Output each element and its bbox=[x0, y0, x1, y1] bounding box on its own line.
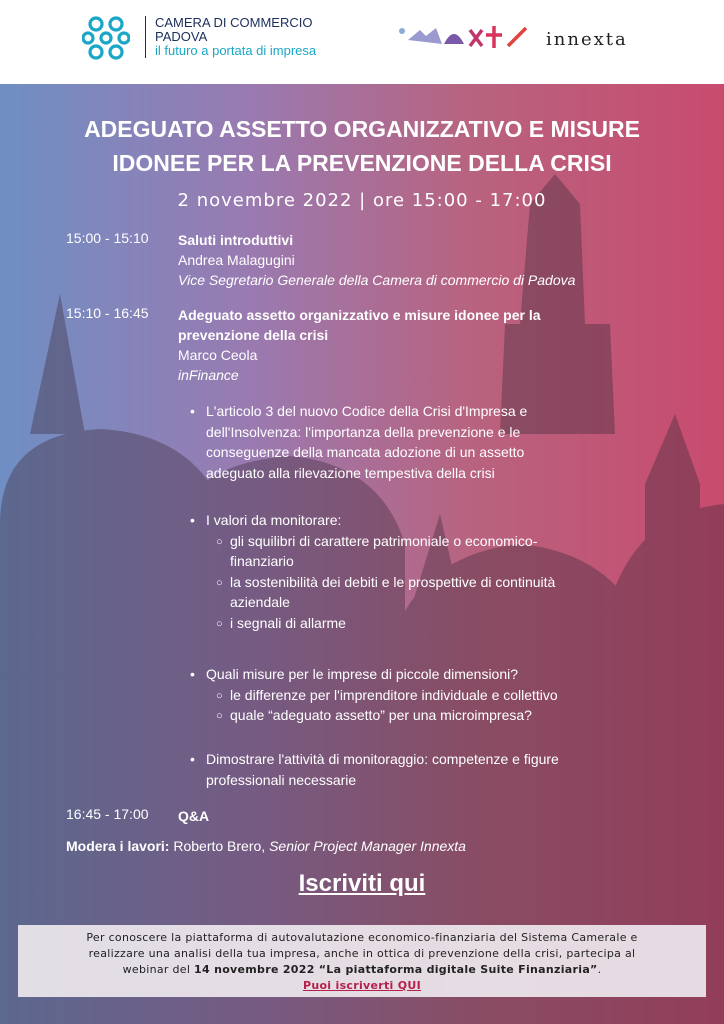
list-item-line: aziendale bbox=[230, 594, 290, 610]
sub-list-item bbox=[206, 613, 648, 634]
sub-list bbox=[206, 685, 648, 726]
moderator-label: Modera i lavori: bbox=[66, 838, 170, 854]
event-date: 2 novembre 2022 | ore 15:00 - 17:00 bbox=[177, 190, 547, 211]
register-link[interactable]: Iscriviti qui bbox=[298, 870, 426, 897]
list-item bbox=[188, 749, 648, 790]
topic-list bbox=[188, 749, 648, 790]
list-item bbox=[188, 401, 648, 483]
info-line: realizzare una analisi della tua impresa, anche in ottica di prevenzione della crisi, partecipa al bbox=[88, 947, 636, 960]
moderator-name: Roberto Brero, bbox=[173, 838, 266, 854]
agenda-role: Vice Segretario Generale della Camera di commercio di Padova bbox=[178, 272, 576, 288]
info-box bbox=[18, 925, 706, 997]
agenda-title: Saluti introduttivi bbox=[178, 232, 294, 248]
list-item-line: dell'Insolvenza: l'importanza della prevenzione e le bbox=[206, 423, 521, 440]
list-item-line: • Quali misure per le imprese di piccole dimensioni? bbox=[206, 666, 519, 682]
sub-list-item bbox=[206, 705, 648, 726]
header-bar bbox=[0, 0, 724, 84]
moderator-role: Senior Project Manager Innexta bbox=[269, 838, 466, 854]
list-item-line: finanziario bbox=[230, 553, 294, 569]
info-line bbox=[18, 962, 706, 978]
event-title bbox=[30, 112, 694, 180]
sub-list bbox=[206, 531, 648, 634]
agenda-time: 15:00 - 15:10 bbox=[66, 230, 149, 246]
list-item bbox=[188, 664, 648, 726]
innexta-logo-icon bbox=[398, 22, 532, 56]
info-text: webinar del bbox=[122, 963, 191, 976]
agenda-role: inFinance bbox=[178, 367, 239, 383]
list-item-line: conseguenze della mancata adozione di un assetto bbox=[206, 444, 525, 460]
list-item bbox=[188, 510, 648, 633]
list-item-line: professionali necessarie bbox=[206, 771, 357, 788]
list-item-line: ○ i segnali di allarme bbox=[230, 614, 346, 631]
list-item-line: adeguato alla rilevazione tempestiva della crisi bbox=[206, 464, 495, 481]
title-line: ADEGUATO ASSETTO ORGANIZZATIVO E MISURE bbox=[84, 116, 640, 142]
topic-list bbox=[188, 664, 648, 726]
list-item-line: • I valori da monitorare: bbox=[206, 512, 342, 528]
agenda-time: 15:10 - 16:45 bbox=[66, 305, 149, 321]
list-item-line: ○ quale “adeguato assetto” per una microimpresa? bbox=[230, 707, 532, 723]
ccp-tagline: il futuro a portata di impresa bbox=[155, 43, 317, 58]
moderator-line bbox=[66, 838, 466, 854]
info-event-title: 14 novembre 2022 “La piattaforma digitale Suite Finanziaria” bbox=[194, 963, 598, 976]
list-item-line: • Dimostrare l'attività di monitoraggio: competenze e figure bbox=[206, 751, 559, 767]
innexta-wordmark: innexta bbox=[546, 29, 628, 50]
ccp-city: PADOVA bbox=[155, 29, 208, 44]
agenda-title: Q&A bbox=[178, 808, 210, 824]
camera-commercio-logo-icon bbox=[82, 14, 130, 62]
sub-list-item bbox=[206, 685, 648, 706]
info-line: Per conoscere la piattaforma di autovalutazione economico-finanziaria del Sistema Camerale e bbox=[86, 931, 638, 944]
info-register-link[interactable]: Puoi iscriverti QUI bbox=[302, 979, 422, 992]
agenda-item bbox=[178, 230, 648, 290]
ccp-name: CAMERA DI COMMERCIO bbox=[155, 15, 313, 30]
ccp-wordmark bbox=[155, 16, 316, 58]
header-divider bbox=[145, 16, 146, 58]
event-poster bbox=[0, 84, 724, 1024]
topic-list bbox=[188, 401, 648, 483]
agenda-speaker: Marco Ceola bbox=[178, 347, 258, 363]
info-text: . bbox=[597, 963, 602, 976]
list-item-line: ○ la sostenibilità dei debiti e le prospettive di continuità bbox=[230, 573, 556, 590]
agenda-item bbox=[178, 305, 648, 385]
topic-list bbox=[188, 510, 648, 633]
title-line: IDONEE PER LA PREVENZIONE DELLA CRISI bbox=[112, 150, 612, 176]
agenda-speaker: Andrea Malagugini bbox=[178, 252, 295, 268]
list-item-line: • L'articolo 3 del nuovo Codice della Crisi d'Impresa e bbox=[206, 403, 528, 419]
agenda-item bbox=[178, 806, 648, 826]
list-item-line: ○ gli squilibri di carattere patrimoniale o economico- bbox=[230, 532, 538, 549]
agenda-title: prevenzione della crisi bbox=[178, 327, 329, 343]
sub-list-item bbox=[206, 572, 648, 613]
list-item-line: ○ le differenze per l'imprenditore individuale e collettivo bbox=[230, 686, 558, 703]
agenda-time: 16:45 - 17:00 bbox=[66, 806, 149, 822]
agenda-title: Adeguato assetto organizzativo e misure idonee per la bbox=[178, 307, 541, 323]
sub-list-item bbox=[206, 531, 648, 572]
